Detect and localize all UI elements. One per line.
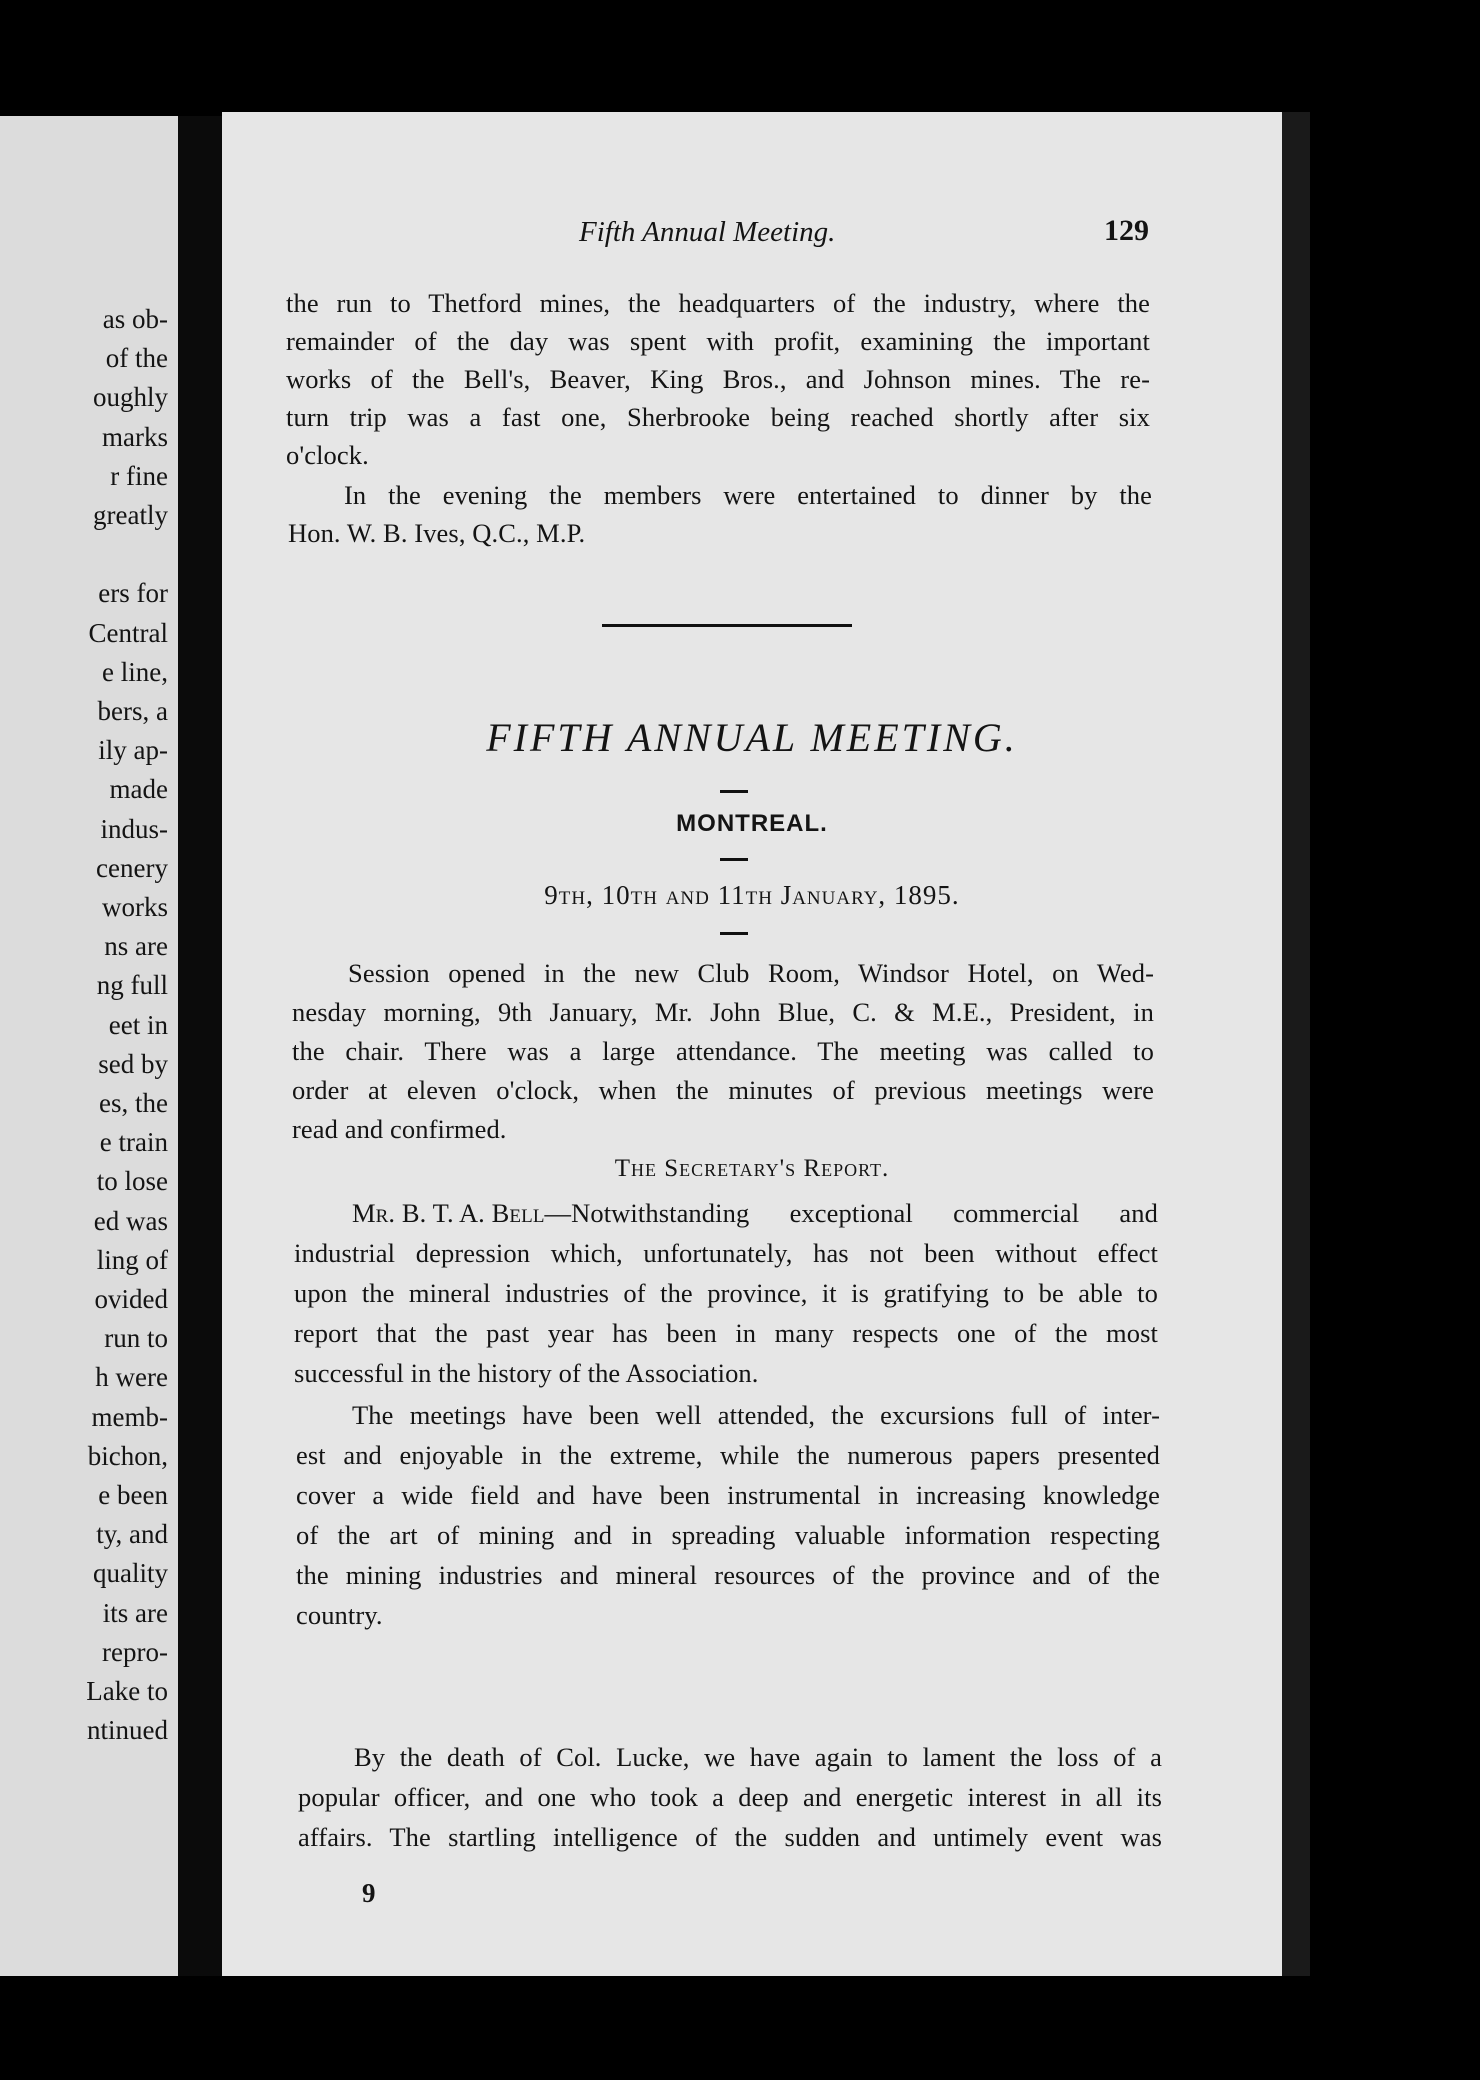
text-line: country.: [296, 1600, 383, 1630]
facing-page-line: e been: [98, 1480, 168, 1510]
facing-page-line: ers for: [98, 578, 168, 609]
facing-page-line: Lake to: [86, 1676, 168, 1706]
facing-page-line: ntinued: [87, 1715, 168, 1746]
facing-page-line: ovided: [94, 1284, 168, 1314]
report-heading: The Secretary's Report.: [614, 1155, 890, 1182]
facing-page-line: greatly: [93, 500, 168, 530]
facing-page-line: as ob-: [102, 304, 168, 334]
text-span: —Notwithstanding exceptional commercial and: [544, 1198, 1158, 1228]
page-number: 129: [1104, 214, 1149, 247]
title-dash: [720, 790, 748, 793]
facing-page-line: ily ap-: [98, 735, 168, 766]
facing-page-line: quality: [93, 1558, 168, 1589]
facing-page-line: run to: [104, 1323, 168, 1354]
text-line: est and enjoyable in the extreme, while the numerous papers presented: [296, 1440, 1160, 1470]
text-line: By the death of Col. Lucke, we have again to lament the loss of a: [354, 1742, 1162, 1772]
running-head: Fifth Annual Meeting.: [579, 216, 836, 248]
page-edge-shadow: [1282, 112, 1310, 1976]
text-line: popular officer, and one who took a deep and energetic interest in all its: [298, 1782, 1162, 1812]
facing-page-fragment: [0, 116, 178, 1976]
facing-page-line: its are: [102, 1597, 168, 1628]
text-line: upon the mineral industries of the province, it is gratifying to be able to: [294, 1278, 1158, 1308]
text-line: turn trip was a fast one, Sherbrooke being reached shortly after six: [286, 402, 1150, 432]
text-line: nesday morning, 9th January, Mr. John Blue, C. & M.E., President, in: [292, 997, 1154, 1027]
facing-page-line: marks: [102, 421, 168, 452]
facing-page-line: bers, a: [97, 696, 168, 726]
facing-page-line: of the: [105, 343, 168, 374]
text-line: remainder of the day was spent with profit, examining the important: [286, 326, 1150, 356]
text-line: Session opened in the new Club Room, Windsor Hotel, on Wed-: [348, 958, 1154, 988]
place-dash: [720, 858, 748, 861]
facing-page-line: r fine: [110, 460, 168, 491]
text-line: the mining industries and mineral resources of the province and of the: [296, 1560, 1160, 1590]
text-line: successful in the history of the Association.: [294, 1358, 759, 1388]
facing-page-line: es, the: [99, 1088, 168, 1118]
text-line: affairs. The startling intelligence of the sudden and untimely event was: [298, 1822, 1162, 1852]
facing-page-line: ling of: [96, 1244, 168, 1275]
facing-page-line: ty, and: [96, 1519, 168, 1550]
text-line: order at eleven o'clock, when the minutes of previous meetings were: [292, 1075, 1154, 1105]
meeting-dates: 9th, 10th and 11th January, 1895.: [544, 880, 960, 910]
facing-page-line: to lose: [96, 1166, 168, 1197]
facing-page-line: memb-: [91, 1401, 168, 1432]
facing-page-line: repro-: [102, 1636, 168, 1667]
book-gutter: [178, 116, 222, 1976]
facing-page-line: ed was: [93, 1205, 168, 1236]
dates-dash: [720, 932, 748, 935]
facing-page-line: indus-: [100, 813, 168, 844]
facing-page-line: e line,: [102, 656, 168, 687]
text-line: Hon. W. B. Ives, Q.C., M.P.: [288, 518, 586, 548]
facing-page-line: h were: [95, 1362, 168, 1393]
text-line: works of the Bell's, Beaver, King Bros., and Johnson mines. The re-: [286, 364, 1150, 394]
text-line: the run to Thetford mines, the headquarters of the industry, where the: [286, 288, 1150, 318]
meeting-place: MONTREAL.: [676, 810, 828, 837]
facing-page-line: oughly: [92, 382, 168, 413]
facing-page-line: works: [102, 892, 168, 922]
facing-page-line: ng full: [96, 970, 168, 1001]
facing-page-line: eet in: [108, 1009, 168, 1040]
facing-page-line: cenery: [96, 852, 168, 883]
text-line: The meetings have been well attended, the excursions full of inter-: [352, 1400, 1160, 1430]
text-line: o'clock.: [286, 440, 369, 470]
section-divider: [602, 624, 852, 627]
text-line: the chair. There was a large attendance. The meeting was called to: [292, 1036, 1154, 1066]
facing-page-line: ns are: [104, 931, 168, 962]
facing-page-line: sed by: [98, 1048, 168, 1079]
meeting-title: FIFTH ANNUAL MEETING.: [486, 715, 1018, 760]
text-line: report that the past year has been in many respects one of the most: [294, 1318, 1158, 1348]
text-line: [352, 1200, 1158, 1227]
text-line: In the evening the members were entertained to dinner by the: [344, 480, 1152, 510]
facing-page-line: bichon,: [87, 1440, 168, 1471]
text-line: industrial depression which, unfortunately, has not been without effect: [294, 1238, 1158, 1268]
book-page: [222, 112, 1282, 1976]
speaker-name: Mr. B. T. A. Bell: [352, 1198, 545, 1228]
facing-page-line: made: [109, 774, 168, 805]
facing-page-line: Central: [88, 617, 168, 648]
text-line: cover a wide field and have been instrumental in increasing knowledge: [296, 1480, 1160, 1510]
text-line: of the art of mining and in spreading valuable information respecting: [296, 1520, 1160, 1550]
signature-mark: 9: [362, 1878, 376, 1908]
facing-page-line: e train: [99, 1127, 168, 1158]
text-line: read and confirmed.: [292, 1114, 507, 1144]
